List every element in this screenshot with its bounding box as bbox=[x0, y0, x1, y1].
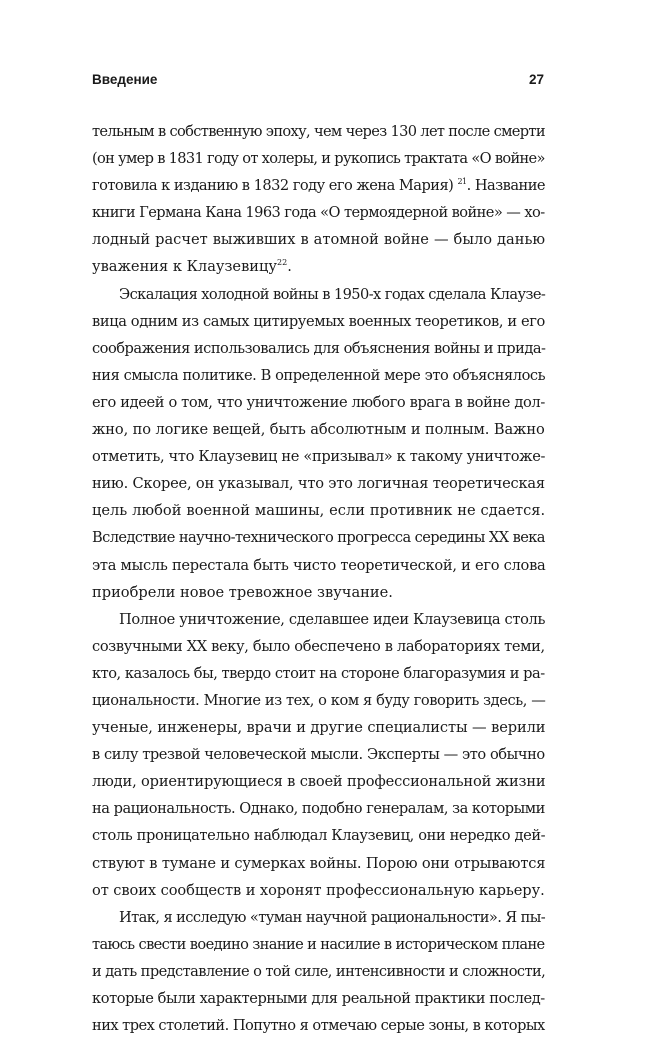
text-line: столь проницательно наблюдал Клаузевиц, они нередко дей- bbox=[92, 827, 546, 845]
paragraph-2 bbox=[92, 281, 545, 606]
text-line bbox=[92, 172, 545, 199]
text-line: нию. Скорее, он указывал, что это логичная теоретическая bbox=[92, 475, 545, 493]
text-line: ния смысла политике. В определенной мере это объяснялось bbox=[92, 366, 546, 384]
paragraph-1 bbox=[92, 118, 545, 281]
text-line: эта мысль перестала быть чисто теоретической, и его слова bbox=[92, 556, 546, 574]
text-fragment: готовила к изданию в 1832 году его жена Мария) bbox=[92, 177, 458, 195]
text-line: лодный расчет выживших в атомной войне — было данью bbox=[92, 231, 546, 249]
text-line: его идеей о том, что уничтожение любого врага в войне дол- bbox=[92, 393, 545, 411]
section-title: Введение bbox=[92, 72, 158, 87]
text-line: созвучными XX веку, было обеспечено в лабораториях теми, bbox=[92, 637, 545, 655]
footnote-ref: 22 bbox=[277, 258, 288, 268]
footnote-ref: 21 bbox=[457, 177, 467, 187]
body-text bbox=[92, 118, 545, 1039]
text-line: циональности. Многие из тех, о ком я буду говорить здесь, — bbox=[92, 691, 546, 709]
text-line: ученые, инженеры, врачи и другие специалисты — верили bbox=[92, 719, 546, 737]
text-line: вица одним из самых цитируемых военных теоретиков, и его bbox=[92, 312, 545, 330]
text-line bbox=[92, 253, 545, 280]
text-line: Эскалация холодной войны в 1950-х годах сделала Клаузе- bbox=[119, 285, 546, 303]
text-line: от своих сообществ и хоронят профессиональную карьеру. bbox=[92, 881, 545, 899]
text-line: Вследствие научно-технического прогресса середины XX века bbox=[92, 529, 545, 547]
text-line: которые были характерными для реальной практики послед- bbox=[92, 990, 545, 1007]
running-head bbox=[92, 72, 544, 96]
text-line: в силу трезвой человеческой мысли. Эксперты — это обычно bbox=[92, 746, 545, 764]
text-line: цель любой военной машины, если противник не сдается. bbox=[92, 502, 546, 520]
text-fragment: уважения к Клаузевицу bbox=[92, 258, 277, 276]
text-fragment: . Название bbox=[466, 177, 546, 195]
text-line: (он умер в 1831 году от холеры, и рукопись трактата «О войне» bbox=[92, 150, 545, 168]
text-line: книги Германа Кана 1963 года «О термоядерной войне» — хо- bbox=[92, 204, 545, 222]
text-line: таюсь свести воедино знание и насилие в историческом плане bbox=[92, 935, 545, 953]
text-line: и дать представление о той силе, интенсивности и сложности, bbox=[92, 962, 546, 980]
text-line: ствуют в тумане и сумерках войны. Порою они отрываются bbox=[92, 854, 546, 872]
text-line: на рациональность. Однако, подобно генералам, за которыми bbox=[92, 800, 545, 818]
text-line: отметить, что Клаузевиц не «призывал» к такому уничтоже- bbox=[92, 448, 546, 466]
text-line: Итак, я исследую «туман научной рациональности». Я пы- bbox=[119, 908, 546, 926]
page-number: 27 bbox=[528, 72, 544, 87]
paragraph-4 bbox=[92, 904, 545, 1039]
text-fragment: . bbox=[287, 258, 292, 276]
text-line: люди, ориентирующиеся в своей профессиональной жизни bbox=[92, 773, 546, 791]
text-line: Полное уничтожение, сделавшее идеи Клаузевица столь bbox=[119, 610, 546, 628]
text-line: жно, по логике вещей, быть абсолютным и полным. Важно bbox=[92, 421, 545, 439]
text-line: соображения использовались для объяснения войны и прида- bbox=[92, 339, 546, 357]
text-line: тельным в собственную эпоху, чем через 130 лет после смерти bbox=[92, 123, 545, 140]
text-line: них трех столетий. Попутно я отмечаю серые зоны, в которых bbox=[92, 1017, 545, 1035]
text-line: приобрели новое тревожное звучание. bbox=[92, 583, 393, 601]
paragraph-3 bbox=[92, 606, 545, 904]
text-line: кто, казалось бы, твердо стоит на стороне благоразумия и ра- bbox=[92, 664, 545, 682]
